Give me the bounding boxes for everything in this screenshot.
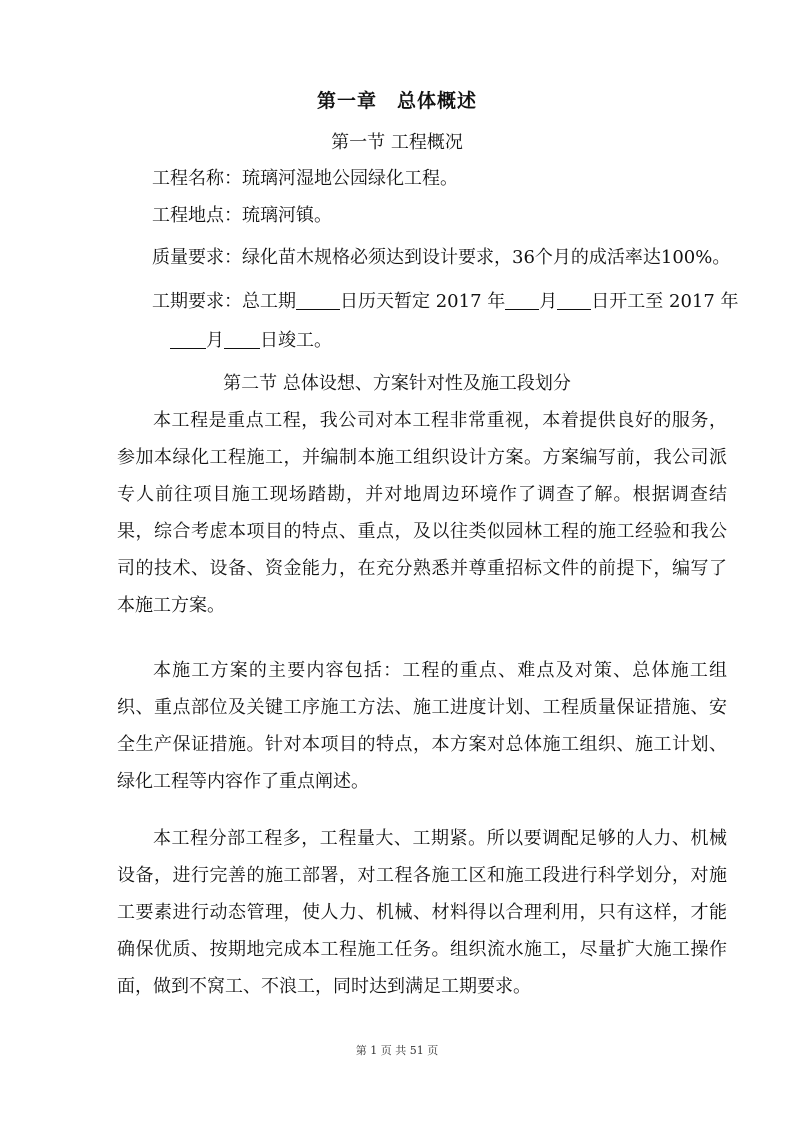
- blank-end-month: [170, 330, 206, 349]
- paragraph-3: 本工程分部工程多，工程量大、工期紧。所以要调配足够的人力、机械设备，进行完善的施工部署，对工程各施工区和施工段进行科学划分，对施工要素进行动态管理，使人力、机械、材料得以合理利用，只有这样，才能确保优质、按期地完成本工程施工任务。组织流水施工，尽量扩大施工操作面，做到不窝工、不浪工，同时达到满足工期要求。: [117, 828, 727, 997]
- paragraph-2: 本施工方案的主要内容包括：工程的重点、难点及对策、总体施工组织、重点部位及关键工序施工方法、施工进度计划、工程质量保证措施、安全生产保证措施。针对本项目的特点，本方案对总体施工组织、施工计划、绿化工程等内容作了重点阐述。: [117, 660, 727, 792]
- blank-end-day: [224, 330, 260, 349]
- schedule-text-2: 日历天暂定 2017 年: [340, 291, 506, 312]
- blank-total-days: [296, 291, 340, 310]
- paragraph-1: 本工程是重点工程，我公司对本工程非常重视，本着提供良好的服务，参加本绿化工程施工，并编制本施工组织设计方案。方案编写前，我公司派专人前往项目施工现场踏勘，并对地周边环境作了调查了解。根据调查结果，综合考虑本项目的特点、重点，及以往类似园林工程的施工经验和我公司的技术、设备、资金能力，在充分熟悉并尊重招标文件的前提下，编写了本施工方案。: [117, 410, 727, 616]
- schedule-text-6: 日竣工。: [260, 330, 332, 351]
- project-location-line: 工程地点：琉璃河镇。: [152, 205, 332, 226]
- schedule-text-3: 月: [539, 291, 558, 312]
- schedule-text-1: 工期要求：总工期: [152, 291, 296, 312]
- blank-start-day: [557, 291, 591, 310]
- schedule-line-1: [152, 287, 739, 313]
- quality-requirement-line: 质量要求：绿化苗木规格必须达到设计要求，36个月的成活率达100%。: [152, 247, 731, 268]
- section-title-1: 第一节 工程概况: [331, 132, 463, 153]
- chapter-title: 第一章 总体概述: [316, 90, 477, 112]
- schedule-text-4: 日开工至 2017 年: [591, 291, 739, 312]
- schedule-line-2: [170, 326, 332, 352]
- section-title-2: 第二节 总体设想、方案针对性及施工段划分: [223, 373, 571, 394]
- page-footer: 第 1 页 共 51 页: [355, 1044, 439, 1057]
- project-name-line: 工程名称：琉璃河湿地公园绿化工程。: [152, 168, 458, 189]
- schedule-text-5: 月: [206, 330, 224, 351]
- blank-start-month: [505, 291, 539, 310]
